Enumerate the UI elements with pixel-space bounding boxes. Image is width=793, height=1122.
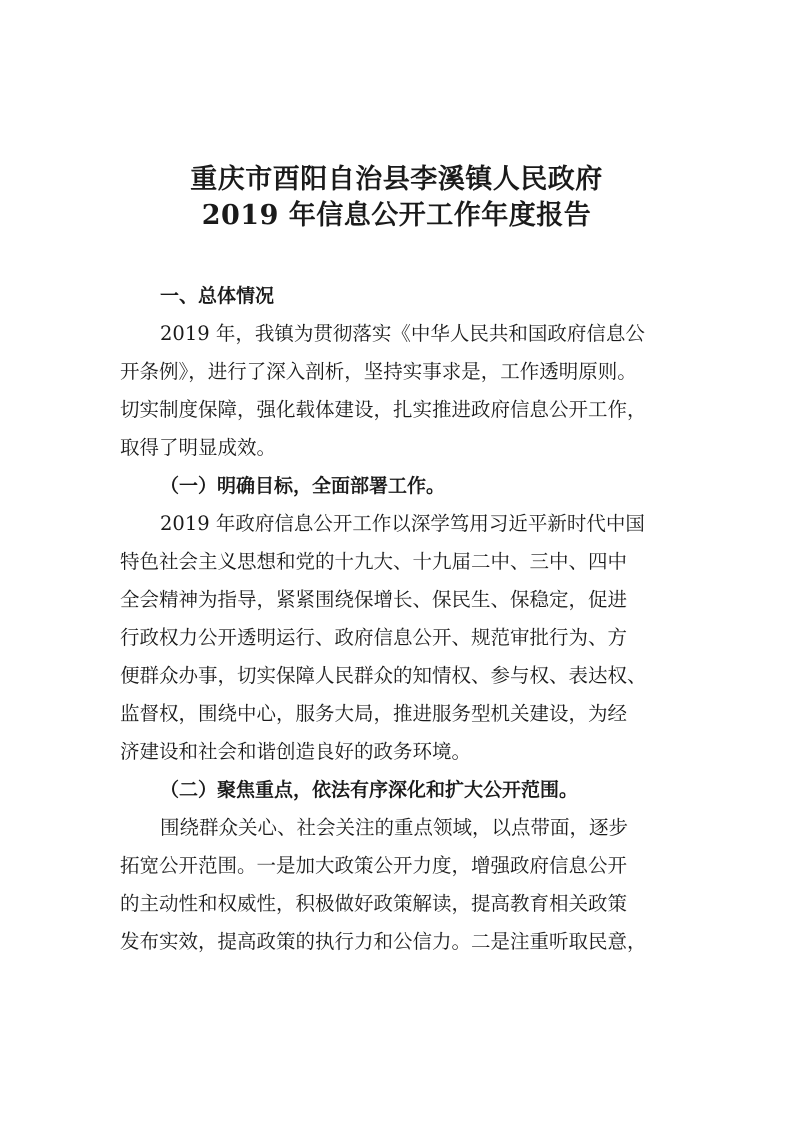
paragraph-line: 2019 年，我镇为贯彻落实《中华人民共和国政府信息公 xyxy=(160,322,645,345)
paragraph-line: 发布实效，提高政策的执行力和公信力。二是注重听取民意， xyxy=(120,930,647,953)
paragraph-line: 监督权，围绕中心，服务大局，推进服务型机关建设，为经 xyxy=(120,702,628,725)
paragraph-line: 切实制度保障，强化载体建设，扎实推进政府信息公开工作， xyxy=(120,398,647,421)
paragraph-line: 围绕群众关心、社会关注的重点领域，以点带面，逐步 xyxy=(160,816,629,839)
paragraph-line: 拓宽公开范围。一是加大政策公开力度，增强政府信息公开 xyxy=(120,854,628,877)
paragraph-line: 行政权力公开透明运行、政府信息公开、规范审批行为、方 xyxy=(120,626,628,649)
paragraph-line: 开条例》，进行了深入剖析，坚持实事求是，工作透明原则。 xyxy=(120,360,637,383)
paragraph-line: 全会精神为指导，紧紧围绕保增长、保民生、保稳定，促进 xyxy=(120,588,628,611)
subsection-heading-goals: （一）明确目标，全面部署工作。 xyxy=(160,475,446,497)
paragraph-line: 特色社会主义思想和党的十九大、十九届二中、三中、四中 xyxy=(120,550,628,573)
document-title-line-2: 2019 年信息公开工作年度报告 xyxy=(201,200,592,231)
paragraph-line: 的主动性和权威性，积极做好政策解读，提高教育相关政策 xyxy=(120,892,628,915)
document-title-line-1: 重庆市酉阳自治县李溪镇人民政府 xyxy=(190,164,603,195)
paragraph-line: 2019 年政府信息公开工作以深学笃用习近平新时代中国 xyxy=(160,512,645,535)
section-heading-overview: 一、总体情况 xyxy=(160,285,275,307)
paragraph-line: 济建设和社会和谐创造良好的政务环境。 xyxy=(120,740,472,763)
subsection-heading-focus: （二）聚焦重点，依法有序深化和扩大公开范围。 xyxy=(160,779,579,801)
paragraph-line: 取得了明显成效。 xyxy=(120,436,277,459)
paragraph-line: 便群众办事，切实保障人民群众的知情权、参与权、表达权、 xyxy=(120,664,647,687)
